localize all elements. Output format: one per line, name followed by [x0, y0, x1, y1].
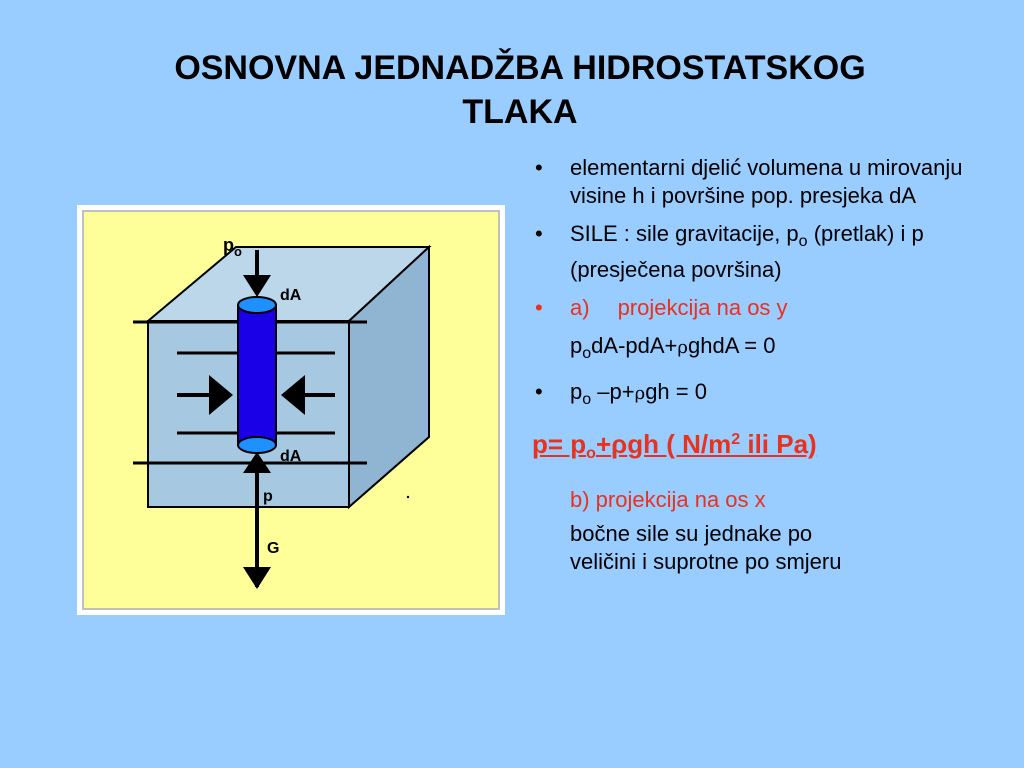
forces-text-post: (pretlak) i p (presječena površina) — [570, 221, 924, 282]
bullet-item-equation2 — [530, 378, 1010, 414]
bullet-item-projection-y — [530, 294, 1010, 322]
result-sub: o — [586, 445, 596, 462]
equation-y — [530, 332, 1010, 368]
result-end: ili Pa) — [740, 429, 817, 459]
eq2-rho: ρ — [634, 383, 646, 404]
bullet-item-volume — [530, 154, 1010, 210]
dot — [407, 496, 409, 498]
label-po: $p_o$ — [223, 235, 242, 259]
eq1-p: p — [570, 333, 583, 358]
projection-y-letter: a) — [570, 295, 590, 320]
diagram-svg — [77, 205, 505, 615]
eq2-sub: o — [582, 391, 592, 408]
result-sup: 2 — [731, 431, 741, 448]
result-equation — [530, 424, 1010, 470]
eq1-end: ghdA = 0 — [687, 333, 776, 358]
eq2-end: gh = 0 — [645, 379, 707, 404]
projection-x-line2: veličini i suprotne po smjeru — [570, 549, 842, 574]
bullet-dot: • — [535, 155, 543, 180]
projection-x-line1: bočne sile su jednake po — [570, 521, 813, 546]
cylinder-top-cap — [238, 297, 276, 313]
projection-y-text: projekcija na os y — [617, 295, 788, 320]
cylinder-body — [238, 305, 276, 445]
eq1-sub: o — [582, 345, 592, 362]
label-p: p — [263, 488, 273, 505]
label-G: G — [267, 540, 280, 557]
hydrostatic-diagram — [77, 205, 505, 615]
cylinder-bottom-cap — [238, 437, 276, 453]
bullet-item-forces — [530, 220, 1010, 284]
title-line-2: TLAKA — [462, 93, 578, 131]
eq2-p: p — [570, 379, 583, 404]
result-plus: + — [595, 429, 612, 459]
label-dA-bottom: dA — [280, 448, 302, 465]
label-dA-top: dA — [280, 287, 302, 304]
bullet-text-volume: elementarni djelić volumena u mirovanju visine h i površine pop. presjeka dA — [570, 155, 963, 208]
title-line-1: OSNOVNA JEDNADŽBA HIDROSTATSKOG — [174, 49, 866, 87]
bullet-dot: • — [535, 221, 543, 246]
eq1-rho: ρ — [677, 337, 688, 358]
result-p: p= p — [532, 429, 587, 459]
projection-x-heading: b) projekcija na os x — [570, 487, 766, 512]
result-rho: ρ — [611, 429, 628, 459]
forces-text-pre: SILE : sile gravitacije, p — [570, 221, 799, 246]
forces-sub: o — [798, 233, 808, 250]
bullet-dot: • — [535, 379, 543, 404]
eq2-mid: –p+ — [591, 379, 635, 404]
bullet-dot: • — [535, 295, 543, 320]
bullet-list — [530, 154, 1010, 576]
eq1-mid: dA-pdA+ — [591, 333, 678, 358]
result-mid: gh ( N/m — [627, 429, 732, 459]
slide-title — [60, 46, 980, 134]
